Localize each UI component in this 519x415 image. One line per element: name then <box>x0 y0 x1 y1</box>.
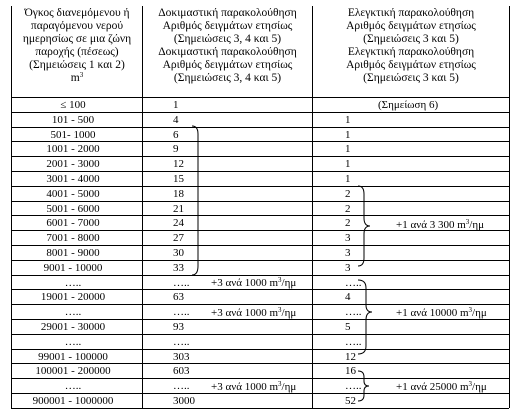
test-bracket <box>192 126 198 275</box>
test-samples-cell: ….. <box>173 306 190 318</box>
volume-cell: ≤ 100 <box>60 99 86 111</box>
volume-cell: 900001 - 1000000 <box>32 395 114 407</box>
volume-cell: ….. <box>64 306 82 318</box>
check-samples-cell: 5 <box>345 321 351 333</box>
volume-cell: 29001 - 30000 <box>40 321 106 333</box>
volume-cell: 6001 - 7000 <box>46 217 100 229</box>
check-samples-cell: 2 <box>345 203 351 215</box>
test-samples-cell: 21 <box>173 203 184 215</box>
volume-cell: ….. <box>64 277 82 289</box>
test-samples-cell: 6 <box>173 129 179 141</box>
test-samples-cell: 15 <box>173 173 184 185</box>
check-samples-cell: 1 <box>345 143 351 155</box>
check-samples-cell: 12 <box>345 351 356 363</box>
check-samples-cell: 2 <box>345 217 351 229</box>
check-rule-note-b: +1 ανά 10000 $m^3/\eta\mu$ <box>396 306 487 319</box>
header-volume: Όγκος διανεμόμενου ή παραγόμενου νερού ημερησίως σε μια ζώνη παροχής (πέσεως) (Σημειώσεις 1 και 2) $m^3$ <box>22 7 132 84</box>
header-test-monitoring: Δοκιμαστική παρακολούθηση Αριθμός δειγμάτων ετησίως (Σημειώσεις 3, 4 και 5) Δοκιμαστική παρακολούθηση Αριθμός δειγμάτων ετησίως (Σημειώσεις 3, 4 και 5) <box>158 7 297 84</box>
test-samples-cell: 1 <box>173 99 179 111</box>
test-samples-cell: 93 <box>173 321 184 333</box>
volume-cell: 3001 - 4000 <box>46 173 100 185</box>
volume-cell: 19001 - 20000 <box>40 291 106 303</box>
test-samples-cell: 603 <box>173 365 190 377</box>
check-samples-cell: 3 <box>345 262 351 274</box>
volume-cell: 5001 - 6000 <box>46 203 100 215</box>
check-samples-cell: 2 <box>345 188 351 200</box>
test-rule-note-2: +3 ανά 1000 $m^3/\eta\mu$ <box>211 306 297 319</box>
volume-cell: 9001 - 10000 <box>43 262 103 274</box>
test-samples-cell: 18 <box>173 188 184 200</box>
check-samples-cell: 16 <box>345 365 356 377</box>
check-samples-cell: 1 <box>345 114 351 126</box>
check-rule-note-a: +1 ανά 3 300 $m^3/\eta\mu$ <box>396 218 484 231</box>
check-samples-cell: 1 <box>345 158 351 170</box>
test-samples-cell: ….. <box>173 336 190 348</box>
check-samples-cell: (Σημείωση 6) <box>378 99 439 111</box>
check-samples-cell: 1 <box>345 173 351 185</box>
check-samples-cell: 3 <box>345 247 351 259</box>
volume-cell: ….. <box>64 336 82 348</box>
check-samples-cell: 4 <box>345 291 351 303</box>
volume-cell: 99001 - 100000 <box>38 351 108 363</box>
test-samples-cell: 9 <box>173 143 179 155</box>
volume-cell: 101 - 500 <box>51 114 95 126</box>
test-samples-cell: ….. <box>173 277 190 289</box>
test-samples-cell: 33 <box>173 262 184 274</box>
test-samples-cell: 27 <box>173 232 184 244</box>
test-samples-cell: 63 <box>173 291 184 303</box>
check-samples-cell: ….. <box>345 277 362 289</box>
volume-cell: 1001 - 2000 <box>46 143 100 155</box>
check-rule-note-c: +1 ανά 25000 $m^3/\eta\mu$ <box>396 380 487 393</box>
test-samples-cell: 303 <box>173 351 190 363</box>
test-samples-cell: 24 <box>173 217 184 229</box>
volume-cell: 4001 - 5000 <box>46 188 100 200</box>
volume-cell: ….. <box>64 380 82 392</box>
test-samples-cell: 30 <box>173 247 184 259</box>
check-bracket-c <box>358 371 369 401</box>
header-check-monitoring: Ελεγκτική παρακολούθηση Αριθμός δειγμάτων ετησίως (Σημειώσεις 3 και 5) Ελεγκτική παρακολούθηση Αριθμός δειγμάτων ετησίως (Σημειώσεις 3 και 5) <box>346 7 476 84</box>
check-bracket-b <box>358 280 372 354</box>
check-samples-cell: 1 <box>345 129 351 141</box>
check-samples-cell: ….. <box>345 306 362 318</box>
check-samples-cell: 52 <box>345 395 356 407</box>
test-samples-cell: 12 <box>173 158 184 170</box>
check-samples-cell: ….. <box>345 336 362 348</box>
test-samples-cell: 4 <box>173 114 179 126</box>
volume-cell: 2001 - 3000 <box>46 158 100 170</box>
test-rule-note-1: +3 ανά 1000 $m^3/\eta\mu$ <box>211 276 297 289</box>
test-samples-cell: 3000 <box>173 395 195 407</box>
test-rule-note-3: +3 ανά 1000 $m^3/\eta\mu$ <box>211 380 297 393</box>
check-samples-cell: 3 <box>345 232 351 244</box>
check-samples-cell: ….. <box>345 380 362 392</box>
volume-cell: 7001 - 8000 <box>46 232 100 244</box>
check-bracket-a-lower <box>358 186 370 266</box>
volume-cell: 501- 1000 <box>50 129 96 141</box>
test-samples-cell: ….. <box>173 380 190 392</box>
volume-cell: 100001 - 200000 <box>35 365 111 377</box>
volume-cell: 8001 - 9000 <box>46 247 100 259</box>
